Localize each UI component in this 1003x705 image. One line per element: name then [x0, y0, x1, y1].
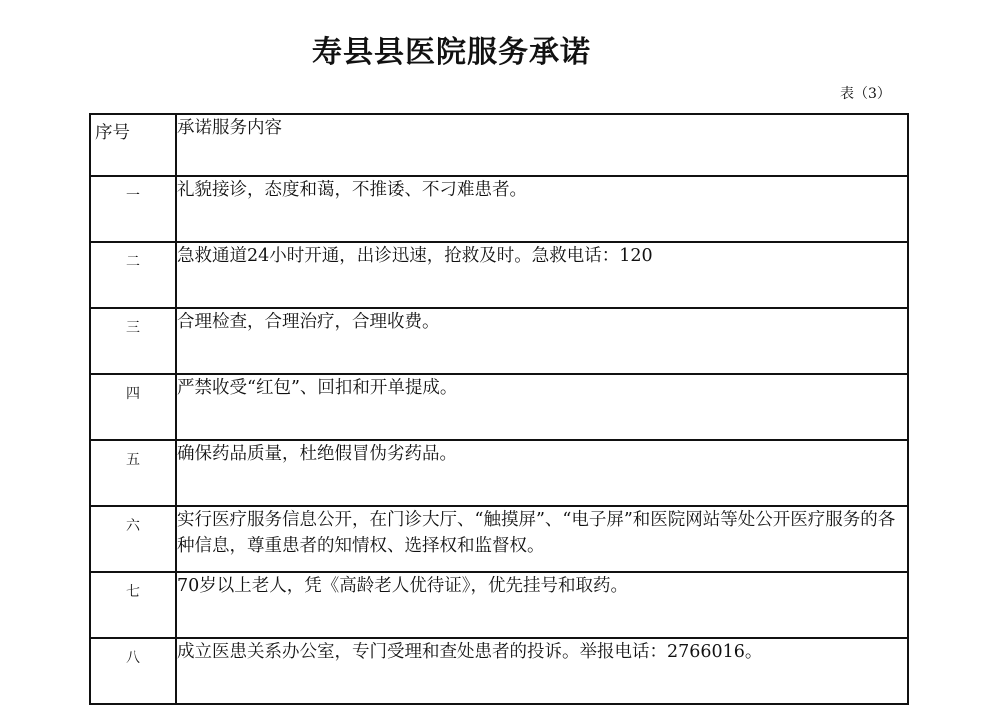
- row-seq: 八: [90, 638, 176, 704]
- table-row: [90, 374, 908, 440]
- row-seq: 七: [90, 572, 176, 638]
- row-content: 合理检查，合理治疗，合理收费。: [176, 308, 908, 374]
- row-seq: 一: [90, 176, 176, 242]
- table-row: [90, 638, 908, 704]
- header-content: 承诺服务内容: [176, 114, 908, 176]
- document-title: 寿县县医院服务承诺: [312, 35, 591, 70]
- row-content: 实行医疗服务信息公开，在门诊大厅、“触摸屏”、“电子屏”和医院网站等处公开医疗服务的各种信息，尊重患者的知情权、选择权和监督权。: [176, 506, 908, 572]
- table-row: [90, 440, 908, 506]
- table-row: [90, 176, 908, 242]
- row-content: 严禁收受“红包”、回扣和开单提成。: [176, 374, 908, 440]
- table-row: [90, 242, 908, 308]
- row-seq: 六: [90, 506, 176, 572]
- row-seq: 三: [90, 308, 176, 374]
- table-header-row: [90, 114, 908, 176]
- row-seq: 二: [90, 242, 176, 308]
- row-content: 急救通道24小时开通，出诊迅速，抢救及时。急救电话：120: [176, 242, 908, 308]
- header-seq: 序号: [90, 114, 176, 176]
- row-content: 确保药品质量，杜绝假冒伪劣药品。: [176, 440, 908, 506]
- table-row: [90, 572, 908, 638]
- row-content: 成立医患关系办公室，专门受理和查处患者的投诉。举报电话：2766016。: [176, 638, 908, 704]
- table-row: [90, 308, 908, 374]
- service-promise-table: [89, 113, 909, 705]
- row-content: 70岁以上老人，凭《高龄老人优待证》，优先挂号和取药。: [176, 572, 908, 638]
- row-seq: 四: [90, 374, 176, 440]
- table-row: [90, 506, 908, 572]
- row-seq: 五: [90, 440, 176, 506]
- table-reference: 表（3）: [840, 86, 891, 102]
- row-content: 礼貌接诊，态度和蔼，不推诿、不刁难患者。: [176, 176, 908, 242]
